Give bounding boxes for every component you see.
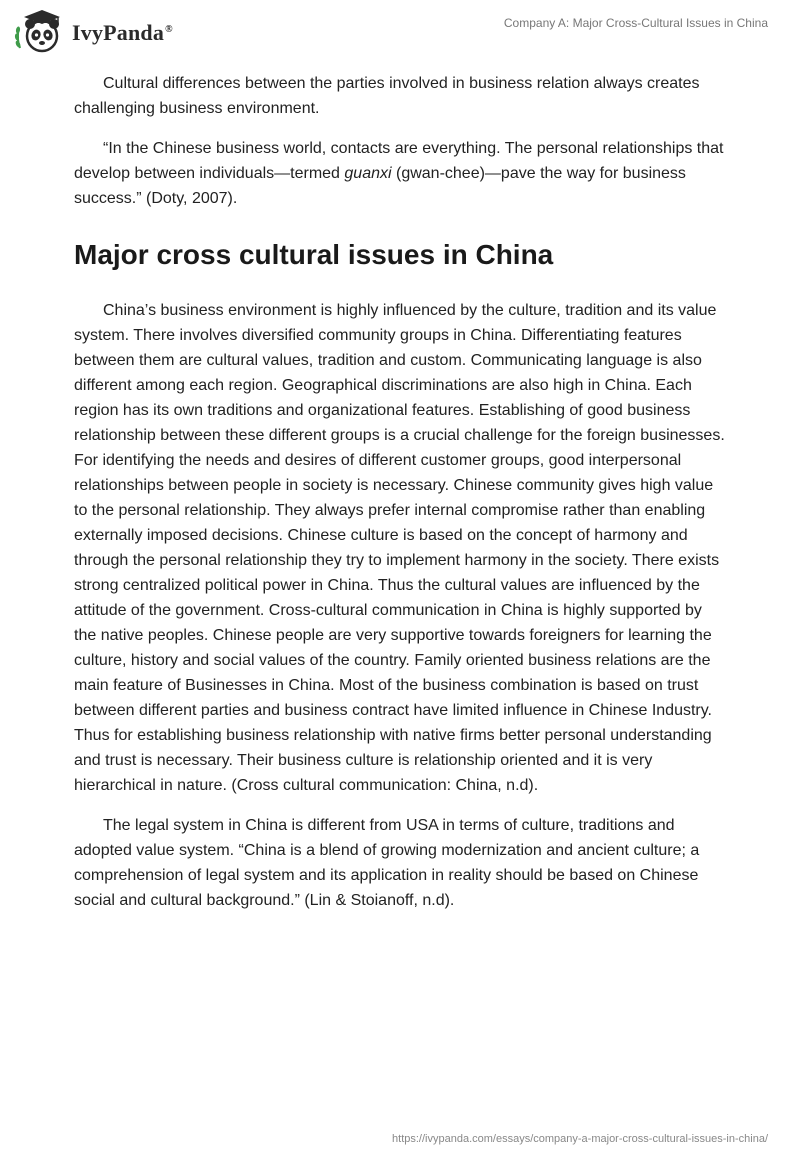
section-heading: Major cross cultural issues in China (74, 239, 554, 270)
ivypanda-logo[interactable] (14, 8, 173, 54)
quote-text-end: (gwan-chee)—pave the way for business success.” (Doty, 2007). (74, 165, 686, 207)
source-url-link[interactable]: https://ivypanda.com/essays/company-a-major-cross-cultural-issues-in-china/ (392, 1133, 768, 1145)
logo-text: IvyPanda® (72, 20, 173, 45)
essay-content (74, 71, 728, 913)
registered-mark: ® (165, 23, 173, 35)
guanxi-term: guanxi (344, 165, 392, 182)
paragraph-intro: Cultural differences between the parties involved in business relation always creates challenging business environment. (74, 75, 700, 117)
paragraph-legal-system: The legal system in China is different from USA in terms of culture, traditions and adopted value system. “China is a blend of growing modernization and ancient culture; a comprehension of legal system and its application in reality should be based on Chinese social and cultural background.” (Lin & Stoianoff, n.d). (74, 817, 700, 909)
page-header (0, 0, 800, 70)
panda-graduate-icon (14, 8, 66, 54)
quote-text-start: “In the Chinese business world, contacts are everything. The personal relationships that develop between individuals—termed (74, 140, 724, 182)
paragraph-business-environment: China’s business environment is highly influenced by the culture, tradition and its value system. There involves diversified community groups in China. Differentiating features between them are cultural values, tradition and custom. Communicating language is also different among each region. Geographical discriminations are also high in China. Each region has its own traditions and organizational features. Establishing of good business relationship between these different groups is a crucial challenge for the foreign businesses. For identifying the needs and desires of different customer groups, good interpersonal relationships between people in society is necessary. Chinese community gives high value to the personal relationship. They always prefer internal compromise rather than enabling externally imposed decisions. Chinese culture is based on the concept of harmony and through the personal relationship they try to implement harmony in the society. There exists strong centralized political power in China. Thus the cultural values are influenced by the attitude of the government. Cross-cultural communication in China is highly supported by the native peoples. Chinese people are very supportive towards foreigners for learning the culture, history and social values of the country. Family oriented business relations are the main feature of Businesses in China. Most of the business combination is based on trust between different parties and business contract have limited influence in Chinese Industry. Thus for establishing business relationship with native firms better personal understanding and trust is necessary. Their business culture is relationship oriented and it is very hierarchical in nature. (Cross cultural communication: China, n.d). (74, 302, 725, 794)
paragraph-guanxi-quote (74, 136, 728, 211)
document-title: Company A: Major Cross-Cultural Issues in China (503, 16, 768, 30)
